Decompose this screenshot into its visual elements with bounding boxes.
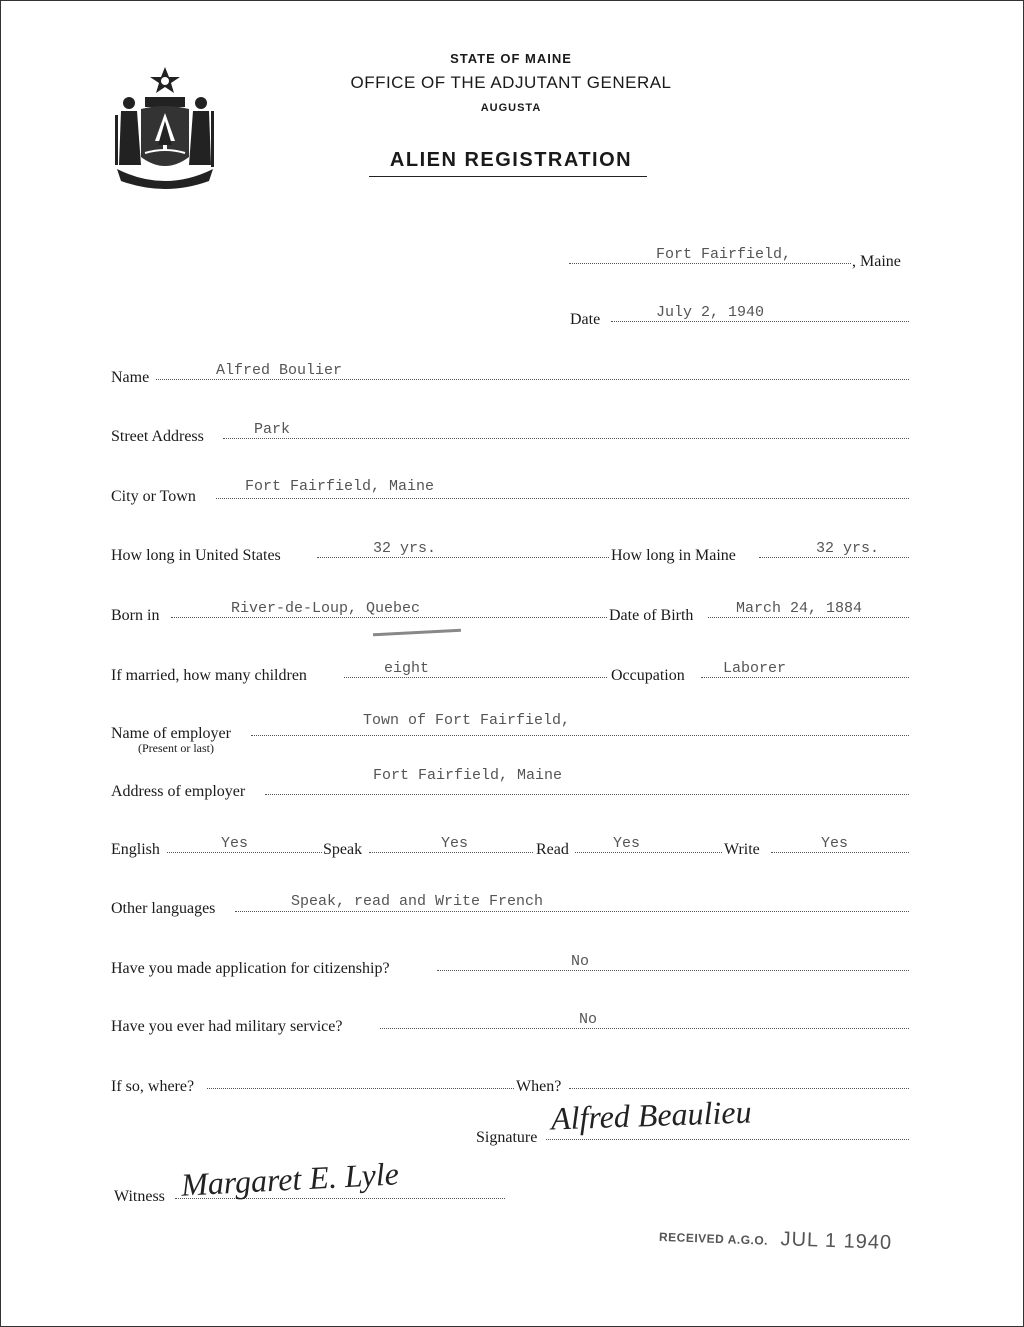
other-languages-line <box>235 911 909 912</box>
us-duration-value: 32 yrs. <box>373 540 437 557</box>
date-value: July 2, 1940 <box>656 304 765 321</box>
employer-sublabel: (Present or last) <box>138 741 214 755</box>
maine-state-seal-icon <box>111 65 219 191</box>
born-in-line <box>171 617 607 618</box>
date-line <box>611 321 909 322</box>
street-line <box>223 438 909 439</box>
us-duration-line <box>317 557 609 558</box>
street-value: Park <box>254 421 291 438</box>
us-duration-label: How long in United States <box>111 547 281 564</box>
name-label: Name <box>111 369 150 386</box>
witness-label: Witness <box>114 1188 165 1205</box>
speak-label: Speak <box>323 841 363 858</box>
born-in-underline-mark <box>373 629 461 637</box>
place-suffix: , Maine <box>852 253 901 270</box>
form-title: ALIEN REGISTRATION <box>389 149 633 171</box>
maine-duration-label: How long in Maine <box>611 547 736 564</box>
military-value: No <box>579 1011 598 1028</box>
place-line <box>569 263 851 264</box>
english-value: Yes <box>221 835 249 852</box>
city-line <box>216 498 909 499</box>
received-stamp <box>659 1224 893 1255</box>
speak-value: Yes <box>441 835 469 852</box>
seal-banner-text: MAINE <box>146 169 184 180</box>
city-value: Fort Fairfield, Maine <box>245 478 435 495</box>
where-label: If so, where? <box>111 1078 195 1095</box>
read-label: Read <box>536 841 569 858</box>
children-line <box>344 677 607 678</box>
witness-handwriting: Margaret E. Lyle <box>180 1155 400 1203</box>
dob-label: Date of Birth <box>609 607 694 624</box>
place-value: Fort Fairfield, <box>656 246 792 263</box>
children-value: eight <box>384 660 430 677</box>
military-label: Have you ever had military service? <box>111 1018 343 1035</box>
header-state: STATE OF MAINE <box>450 51 572 66</box>
date-label: Date <box>570 311 601 328</box>
header-office: OFFICE OF THE ADJUTANT GENERAL <box>350 73 672 92</box>
signature-line <box>546 1139 909 1140</box>
dob-line <box>708 617 909 618</box>
english-label: English <box>111 841 160 858</box>
read-line <box>575 852 722 853</box>
english-line <box>167 852 322 853</box>
maine-duration-line <box>759 557 909 558</box>
occupation-line <box>701 677 909 678</box>
dob-value: March 24, 1884 <box>736 600 863 617</box>
signature-handwriting: Alfred Beaulieu <box>550 1093 753 1137</box>
street-label: Street Address <box>111 428 204 445</box>
maine-duration-value: 32 yrs. <box>816 540 880 557</box>
speak-line <box>369 852 533 853</box>
employer-address-line <box>265 794 909 795</box>
when-line <box>569 1088 909 1089</box>
when-label: When? <box>516 1078 562 1095</box>
name-line <box>156 379 909 380</box>
born-in-label: Born in <box>111 607 160 624</box>
city-label: City or Town <box>111 488 196 505</box>
employer-address-label: Address of employer <box>111 783 246 800</box>
citizenship-value: No <box>571 953 590 970</box>
name-value: Alfred Boulier <box>216 362 343 379</box>
military-line <box>380 1028 909 1029</box>
title-underline <box>369 176 647 177</box>
employer-line <box>251 735 909 736</box>
citizenship-label: Have you made application for citizenship? <box>111 960 390 977</box>
employer-address-value: Fort Fairfield, Maine <box>373 767 563 784</box>
where-line <box>207 1088 514 1089</box>
read-value: Yes <box>613 835 641 852</box>
occupation-value: Laborer <box>723 660 787 677</box>
write-label: Write <box>724 841 760 858</box>
employer-value: Town of Fort Fairfield, <box>363 712 571 729</box>
employer-label: Name of employer <box>111 725 231 742</box>
other-languages-value: Speak, read and Write French <box>291 893 544 910</box>
header-city: AUGUSTA <box>480 102 542 114</box>
other-languages-label: Other languages <box>111 900 216 917</box>
write-value: Yes <box>821 835 849 852</box>
children-label: If married, how many children <box>111 667 307 684</box>
received-stamp-prefix: RECEIVED A.G.O. <box>658 1229 769 1248</box>
occupation-label: Occupation <box>611 667 685 684</box>
received-stamp-date: JUL 1 1940 <box>780 1228 893 1255</box>
write-line <box>771 852 909 853</box>
born-in-value: River-de-Loup, Quebec <box>231 600 421 617</box>
signature-label: Signature <box>476 1129 538 1146</box>
citizenship-line <box>437 970 909 971</box>
